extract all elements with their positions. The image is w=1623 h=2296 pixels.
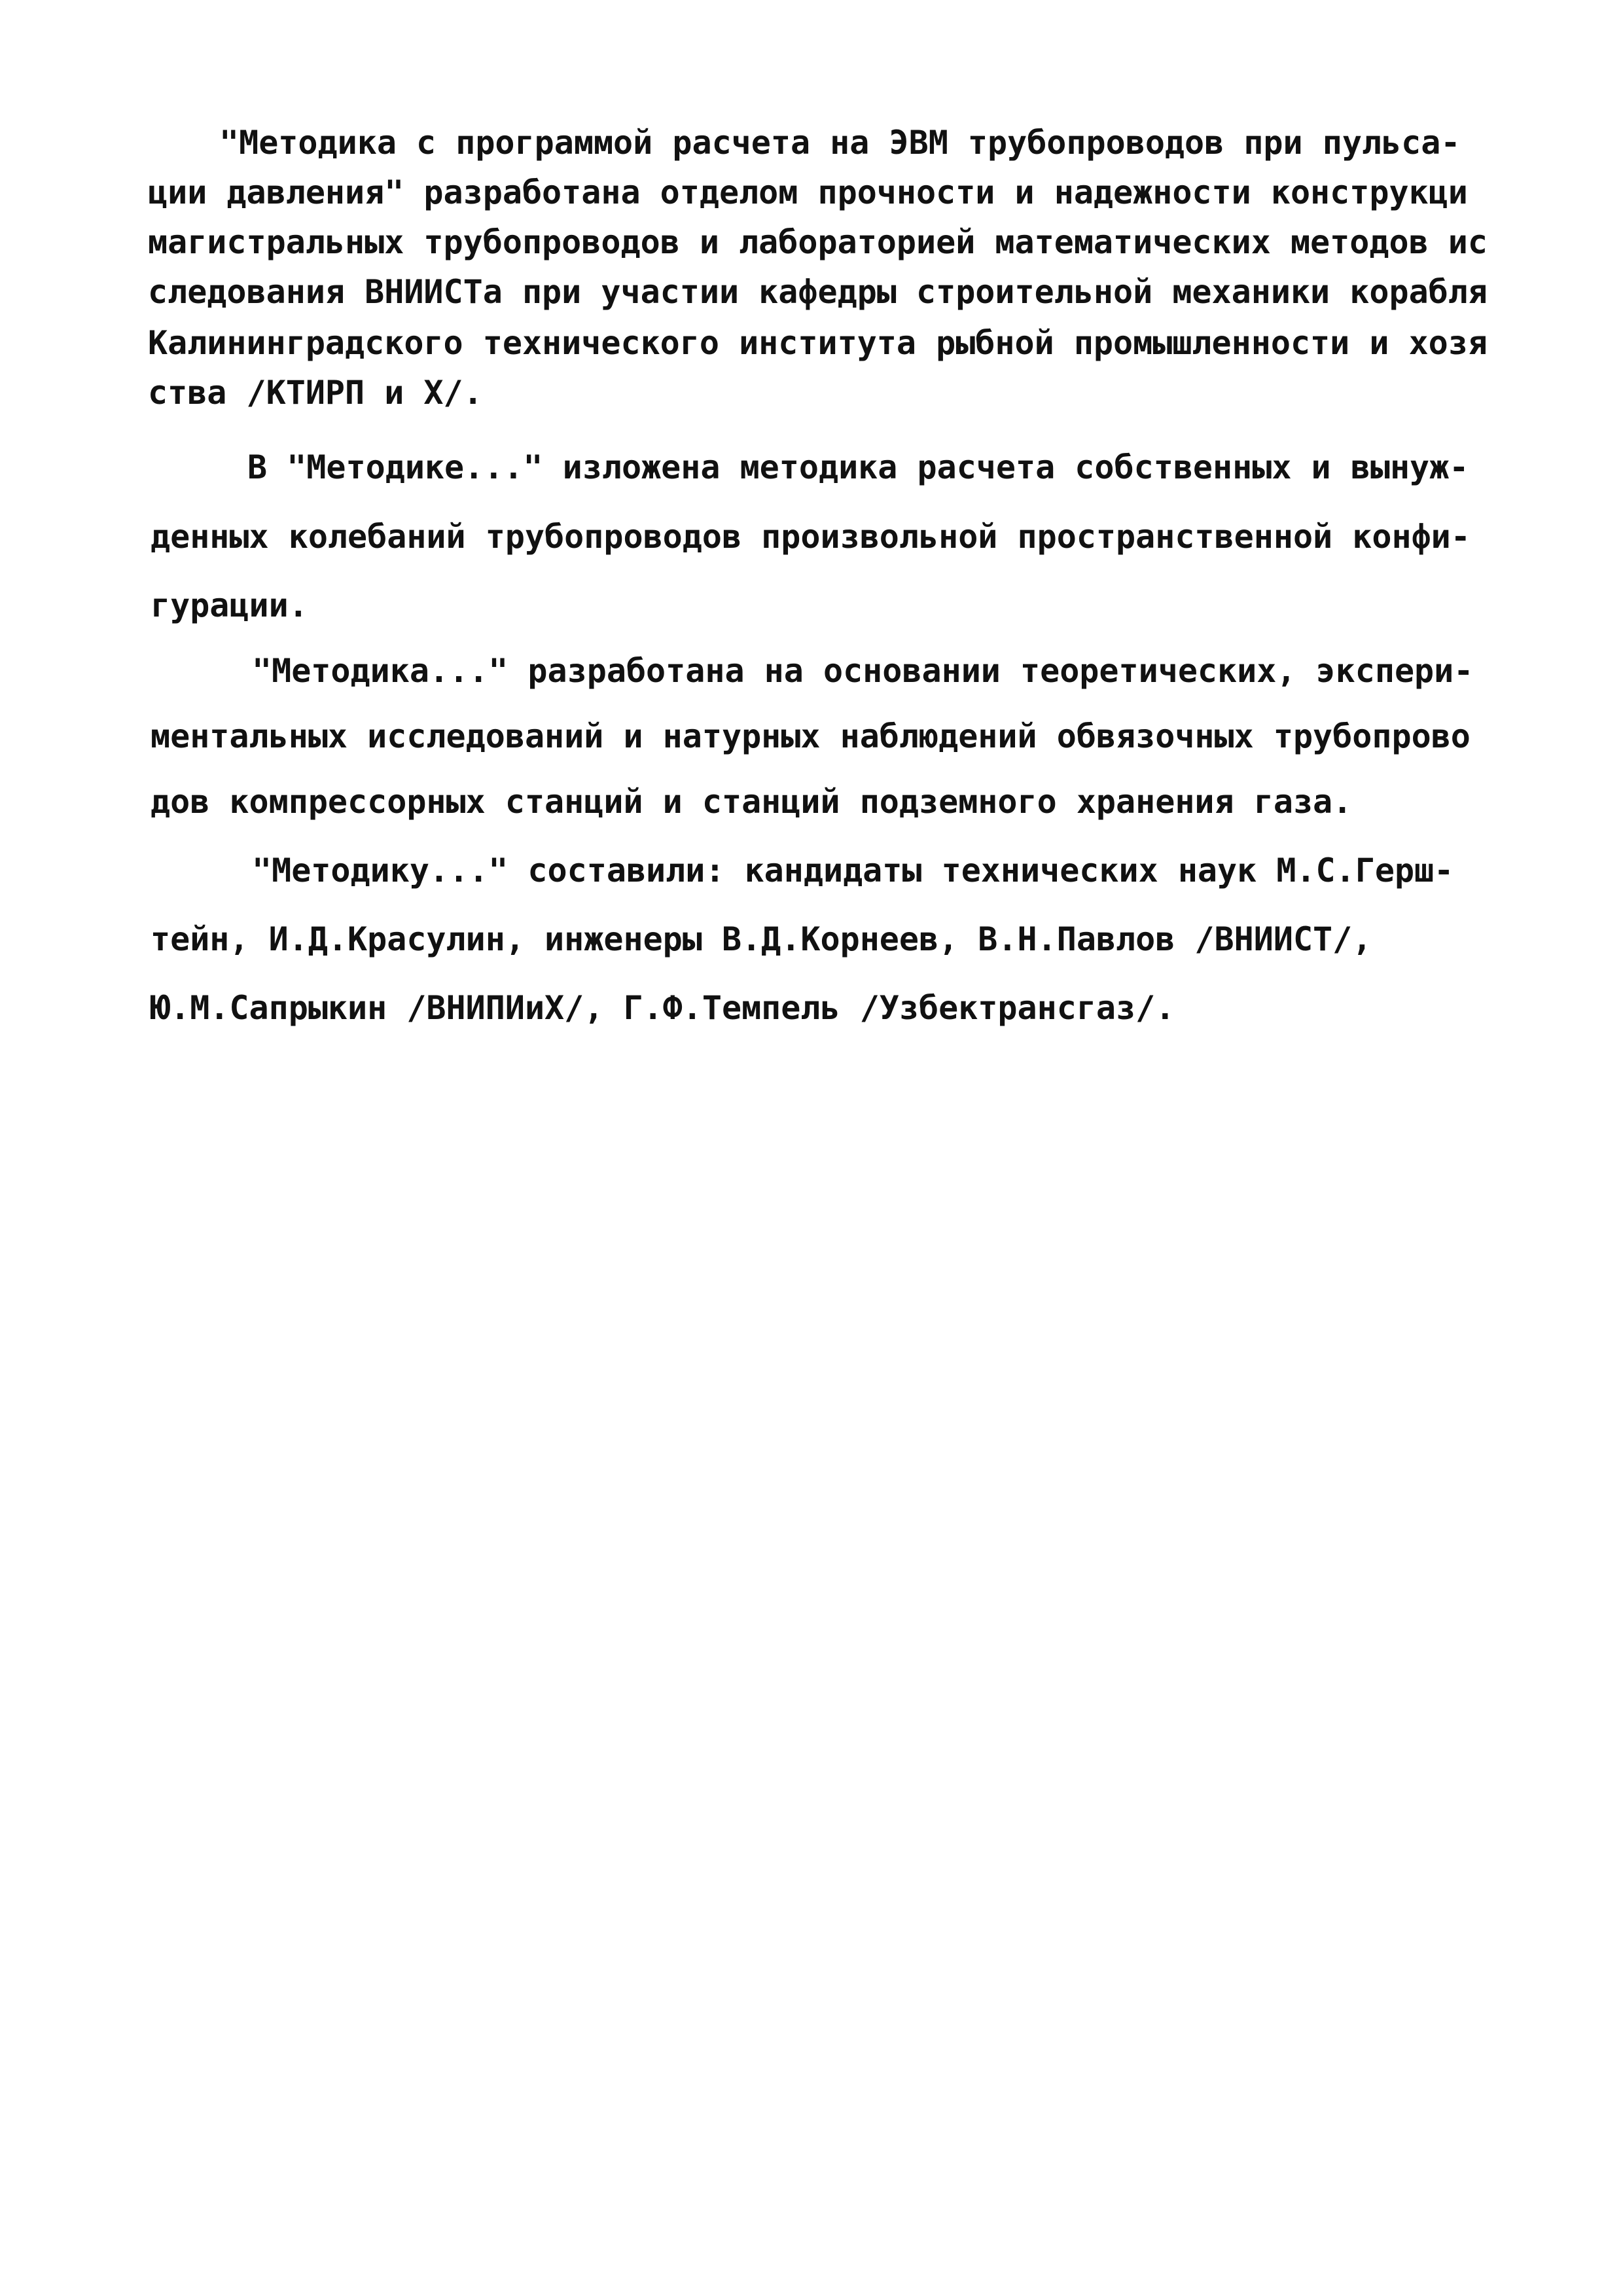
paragraph-4-line-2: тейн, И.Д.Красулин, инженеры В.Д.Корнеев, В.Н.Павлов /ВНИИСТ/, (151, 920, 1372, 958)
paragraph-3-line-2: ментальных исследований и натурных наблюдений обвязочных трубопрово (151, 717, 1471, 755)
paragraph-2-line-3: гурации. (151, 586, 308, 624)
paragraph-3-line-3: дов компрессорных станций и станций подземного хранения газа. (151, 783, 1353, 821)
paragraph-2-line-2: денных колебаний трубопроводов произвольной пространственной конфи- (151, 518, 1471, 556)
paragraph-1-line-4: следования ВНИИСТа при участии кафедры строительной механики корабля (148, 273, 1488, 311)
paragraph-1-line-6: ства /КТИРП и Х/. (148, 374, 483, 412)
paragraph-3-line-1: "Методика..." разработана на основании теоретических, экспери- (252, 652, 1474, 690)
paragraph-4-line-3: Ю.М.Сапрыкин /ВНИПИиХ/, Г.Ф.Темпель /Узбектрансгаз/. (151, 989, 1175, 1027)
paragraph-1-line-2: ции давления" разработана отделом прочности и надежности конструкци (148, 173, 1468, 211)
paragraph-1-line-5: Калининградского технического института рыбной промышленности и хозя (148, 324, 1488, 362)
paragraph-1-line-3: магистральных трубопроводов и лабораторией математических методов ис (148, 223, 1488, 261)
paragraph-2-line-1: В "Методике..." изложена методика расчета собственных и вынуж- (247, 448, 1469, 486)
paragraph-1-line-1: "Методика с программой расчета на ЭВМ трубопроводов при пульса- (219, 124, 1461, 162)
paragraph-4-line-1: "Методику..." составили: кандидаты технических наук М.С.Герш- (252, 852, 1454, 889)
